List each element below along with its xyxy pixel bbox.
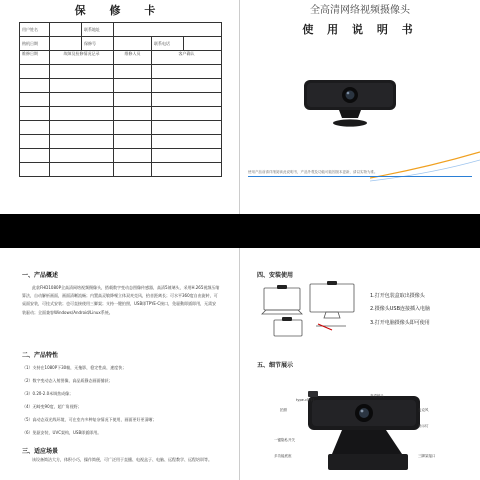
label-privacy: 一键隐私开关 xyxy=(274,438,295,442)
label-user-name: 用户姓名 xyxy=(20,23,50,37)
cover-note: 使用产品前请详细阅读此说明书，产品外观及功能可能因版本更新，请以实物为准。 xyxy=(248,170,378,174)
webcam-detail-image xyxy=(302,388,432,478)
cover-swoosh-decoration xyxy=(370,150,480,190)
label-type-c: type-c接口 xyxy=(296,398,315,402)
section-install-title: 四、安装使用 xyxy=(257,272,294,279)
section-scenes-body: 该设备简洁大方，体积小巧，操作简便，可广泛用于直播、电视盒子、电脑、远程教学、远程培训等。 xyxy=(32,457,212,462)
feature-item: （6）免驱安装，UVC架构，USB即插即用。 xyxy=(22,430,102,435)
install-illustration xyxy=(260,280,360,340)
label-issue-record: 故障及检修情况记录 xyxy=(50,51,114,65)
label-indicator: 指示灯 xyxy=(418,424,429,428)
label-tripod: 三脚架接口 xyxy=(418,454,436,458)
section-scenes-title: 三、适应场景 xyxy=(22,448,59,455)
label-photo: 拍照 xyxy=(280,408,287,412)
label-contact-phone: 联系电话 xyxy=(152,37,184,51)
feature-item: （2）数字变动态入射图像，高品质静态画面捕获； xyxy=(22,378,113,383)
feature-item: （5）高动态双光线环境，可在室内多种复杂情况下使用，画面更好更清晰； xyxy=(22,417,157,422)
cover-page xyxy=(240,0,480,214)
install-step: 2.摄像头USB连接插入电脑 xyxy=(370,306,431,312)
label-repair-date: 维修日期 xyxy=(20,51,50,65)
feature-item: （4）无畸变90度，超广角视野； xyxy=(22,404,82,409)
section-detail-title: 五、细节展示 xyxy=(257,362,294,369)
cover-title: 使 用 说 明 书 xyxy=(302,23,418,36)
feature-item: （3）0.2δ-2.0米调焦成像； xyxy=(22,391,74,396)
repair-card-page xyxy=(0,0,240,214)
label-contact-address: 联系地址 xyxy=(82,23,114,37)
section-overview-body: 此款FHD1080P全高清网络视频摄像头，搭载数字变动态图像传感器，高清5玻璃头，采用H.265视频压缩算法，自动解析画面，画面清晰流畅；内置高灵敏降噪立体双麦克风，拾音距离长；可水平360度自由旋转，可桌面安装，可挂式安装；也可直接使用三脚架；支持一键拍照，USB即TPYE-C接口，免驱動即插即用，无需安装驱动；全面兼容Windows/Android/Linux系统。 xyxy=(22,285,220,315)
webcam-product-image xyxy=(295,76,405,136)
section-overview-title: 一、产品概述 xyxy=(22,272,59,279)
install-step: 3.打开电脑摄像头即可使用 xyxy=(370,320,430,326)
section-features-title: 二、产品特性 xyxy=(22,352,59,359)
feature-item: （1）支持在1080P下30帧，无拖影，稳定性高，速度快； xyxy=(22,365,127,370)
install-page xyxy=(240,248,480,480)
label-repairer: 维修人员 xyxy=(114,51,152,65)
cover-subtitle: 全高清网络视频摄像头 xyxy=(310,5,410,16)
label-mount: 多功能底座 xyxy=(274,454,292,458)
label-mic: 麦克风 xyxy=(418,408,429,412)
install-step: 1.打开包装盒取出摄像头 xyxy=(370,293,425,299)
card-title: 保 修 卡 xyxy=(74,4,166,17)
cover-blue-rule xyxy=(248,176,472,177)
repair-card-table xyxy=(19,22,222,177)
label-guarantee-no: 保修号 xyxy=(82,37,114,51)
label-customer-sign: 客户确认 xyxy=(152,51,222,65)
label-hd-lens: 高清镜头 xyxy=(370,394,384,398)
label-purchase-date: 购机日期 xyxy=(20,37,50,51)
page-divider-band xyxy=(0,214,480,248)
overview-page xyxy=(0,248,240,480)
